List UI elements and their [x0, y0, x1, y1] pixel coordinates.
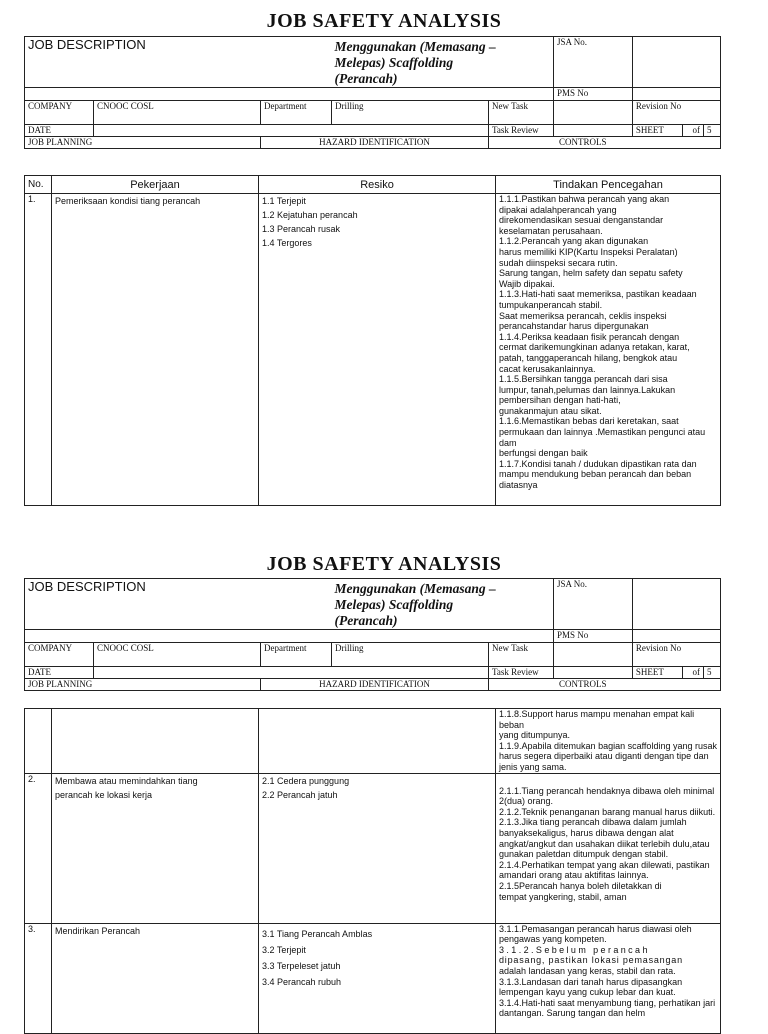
revision-label: Revision No [632, 101, 720, 125]
job-title-line-3: (Perancah) [334, 71, 398, 86]
control-line: lempengan kayu yang cukup lebar dan kuat. [499, 987, 676, 998]
job-title-line-2: Melepas) Scaffolding [334, 55, 454, 70]
control-line: 2(dua) orang. [499, 796, 554, 807]
control-line: angkat/angkut dan usahakan diikat terlebih dulu,atau [499, 838, 710, 849]
control-line: keselamatan perusahaan. [499, 225, 603, 236]
sheet-label: SHEET [632, 125, 682, 137]
task-line: Membawa atau memindahkan tiang [55, 775, 198, 786]
job-planning-label: JOB PLANNING [25, 137, 261, 149]
controls-cell [496, 194, 721, 506]
control-line: 1.1.2.Perancah yang akan digunakan [499, 236, 649, 247]
control-line: 3.1.3.Landasan dari tanah harus dipasangkan [499, 976, 683, 987]
control-line: harus memiliki KIP(Kartu Inspeksi Peralatan) [499, 246, 678, 257]
company-value: CNOOC COSL [94, 101, 261, 125]
department-value: Drilling [332, 101, 489, 125]
company-label: COMPANY [25, 643, 94, 667]
control-line: perancahstandar harus dipergunakan [499, 321, 649, 332]
pms-no-label: PMS No [554, 630, 633, 643]
risk-item: 1.4 Tergores [262, 238, 312, 248]
pms-no-value [632, 630, 720, 643]
task-cell [52, 773, 259, 923]
control-line: 3.1.1.Pemasangan perancah harus diawasi oleh [499, 923, 692, 934]
job-title-line-1: Menggunakan (Memasang – [334, 39, 496, 54]
jsa-header-table [24, 578, 721, 691]
task-review-label: Task Review [489, 125, 554, 137]
control-line: 1.1.4.Periksa keadaan fisik perancah dengan [499, 331, 680, 342]
risk-item: 2.1 Cedera punggung [262, 775, 350, 786]
control-line: 1.1.5.Bersihkan tangga perancah dari sisa [499, 374, 668, 385]
new-task-value [554, 643, 633, 667]
date-label: DATE [25, 667, 94, 679]
table-row [25, 709, 721, 774]
sheet-label: SHEET [632, 667, 682, 679]
jsa-no-label: JSA No. [554, 579, 633, 630]
controls-label: CONTROLS [489, 137, 721, 149]
control-line: gunakan paletdan ditumpuk dengan stabil. [499, 849, 669, 860]
control-line: diatasnya [499, 480, 538, 491]
control-line: 1.1.1.Pastikan bahwa perancah yang akan [499, 194, 670, 204]
control-line: lumpur, tanah,pelumas dan lainnya.Lakukan [499, 384, 676, 395]
date-value [94, 667, 489, 679]
controls-label: CONTROLS [489, 679, 721, 691]
task-review-label: Task Review [489, 667, 554, 679]
new-task-value [554, 101, 633, 125]
control-line: gunakanmajun atau sikat. [499, 405, 602, 416]
control-line: 2.1.3.Jika tiang perancah dibawa dalam jumlah [499, 817, 687, 828]
job-description-value [332, 37, 554, 88]
control-line: harus segera diperbaiki atau diganti dengan tipe dan [499, 751, 709, 762]
jsa-header-table [24, 36, 721, 149]
job-description-label: JOB DESCRIPTION [25, 37, 332, 88]
control-line: 2.1.1.Tiang perancah hendaknya dibawa oleh minimal [499, 785, 715, 796]
control-line: 1.1.7.Kondisi tanah / dudukan dipastikan rata dan [499, 458, 697, 469]
hazard-identification-label: HAZARD IDENTIFICATION [261, 137, 489, 149]
department-label: Department [261, 643, 332, 667]
control-line: 2.1.5Perancah hanya boleh diletakkan di [499, 880, 662, 891]
row-number: 3. [25, 923, 52, 1033]
jsa-task-table [24, 175, 721, 506]
job-description-label: JOB DESCRIPTION [25, 579, 332, 630]
new-task-label: New Task [489, 101, 554, 125]
revision-label: Revision No [632, 643, 720, 667]
page-title: JOB SAFETY ANALYSIS [266, 553, 502, 575]
control-line: banyaksekaligus, harus dibawa dengan alat [499, 827, 674, 838]
control-line: 1.1.6.Memastikan bebas dari keretakan, saat [499, 416, 679, 427]
risk-cell [259, 923, 496, 1033]
risk-cell [259, 709, 496, 774]
control-line: adalah landasan yang keras, stabil dan rata. [499, 965, 676, 976]
date-value [94, 125, 489, 137]
control-line: berfungsi dengan baik [499, 448, 588, 459]
page-title: JOB SAFETY ANALYSIS [266, 10, 502, 32]
control-line: 1.1.9.Apabila ditemukan bagian scaffolding yang rusak [499, 740, 717, 751]
department-label: Department [261, 101, 332, 125]
column-header-prevention: Tindakan Pencegahan [496, 176, 721, 194]
column-header-no: No. [25, 176, 52, 194]
of-value: 5 [704, 125, 721, 137]
job-description-value [332, 579, 554, 630]
control-line: tumpukanperancah stabil. [499, 299, 603, 310]
date-label: DATE [25, 125, 94, 137]
table-row [25, 923, 721, 1033]
of-label: of [683, 667, 704, 679]
control-line: Sarung tangan, helm safety dan sepatu safety [499, 268, 683, 279]
job-title-line-3: (Perancah) [334, 613, 398, 628]
new-task-label: New Task [489, 643, 554, 667]
control-line: Saat memeriksa perancah, ceklis inspeksi [499, 310, 667, 321]
control-line: 2.1.2.Teknik penanganan barang manual harus diikuti. [499, 806, 716, 817]
jsa-no-label: JSA No. [554, 37, 633, 88]
pms-no-value [632, 88, 720, 101]
column-header-task: Pekerjaan [52, 176, 259, 194]
control-line: jenis yang sama. [499, 761, 567, 772]
job-planning-label: JOB PLANNING [25, 679, 261, 691]
control-line: patah, tanggaperancah hilang, bengkok atau [499, 352, 678, 363]
job-title-line-1: Menggunakan (Memasang – [334, 581, 496, 596]
risk-item: 3.2 Terjepit [262, 944, 306, 955]
task-line: perancah ke lokasi kerja [55, 789, 153, 800]
controls-cell [496, 709, 721, 774]
control-line: pembersihan dengan hati-hati, [499, 395, 621, 406]
control-line: tempat yangkering, stabil, aman [499, 891, 627, 902]
task-line: Pemeriksaan kondisi tiang perancah [55, 196, 201, 206]
control-line: 1.1.8.Support harus mampu menahan empat kali beban [499, 709, 695, 730]
of-value: 5 [704, 667, 721, 679]
control-line: dantangan. Sarung tangan dan helm [499, 1008, 646, 1019]
company-value: CNOOC COSL [94, 643, 261, 667]
control-line: 3.1.2.Sebelum perancah [499, 944, 650, 955]
risk-item: 3.1 Tiang Perancah Amblas [262, 928, 373, 939]
control-line: amandari orang atau aktifitas lainnya. [499, 870, 649, 881]
risk-item: 3.3 Terpeleset jatuh [262, 960, 341, 971]
row-number: 2. [25, 773, 52, 923]
jsa-no-value [632, 37, 720, 88]
control-line: 2.1.4.Perhatikan tempat yang akan dilewati, pastikan [499, 859, 710, 870]
task-line: Mendirikan Perancah [55, 925, 141, 936]
controls-cell [496, 773, 721, 923]
company-label: COMPANY [25, 101, 94, 125]
control-line: cacat kerusakanlainnya. [499, 363, 596, 374]
control-line: direkomendasikan sesuai denganstandar [499, 215, 664, 226]
task-cell [52, 194, 259, 506]
control-line: yang ditumpunya. [499, 730, 571, 741]
risk-cell [259, 194, 496, 506]
department-value: Drilling [332, 643, 489, 667]
control-line: dipasang, pastikan lokasi pemasangan [499, 955, 683, 966]
task-cell [52, 923, 259, 1033]
control-line: 1.1.3.Hati-hati saat memeriksa, pastikan keadaan [499, 289, 697, 300]
control-line: sudah diinspeksi secara rutin. [499, 257, 618, 268]
row-number [25, 709, 52, 774]
jsa-no-value [632, 579, 720, 630]
risk-item: 2.2 Perancah jatuh [262, 789, 338, 800]
control-line: mampu mendukung beban perancah dan beban [499, 469, 692, 480]
risk-item: 1.1 Terjepit [262, 196, 306, 206]
control-line: dipakai adalahperancah yang [499, 204, 617, 215]
control-line: Wajib dipakai. [499, 278, 555, 289]
risk-item: 3.4 Perancah rubuh [262, 976, 342, 987]
of-label: of [683, 125, 704, 137]
job-title-line-2: Melepas) Scaffolding [334, 597, 454, 612]
control-line: cermat darikemungkinan adanya retakan, karat, [499, 342, 690, 353]
task-review-value [554, 125, 633, 137]
jsa-task-table [24, 708, 721, 1034]
control-line: pengawas yang kompeten. [499, 934, 607, 945]
risk-item: 1.3 Perancah rusak [262, 224, 341, 234]
table-row [25, 773, 721, 923]
task-cell [52, 709, 259, 774]
table-row [25, 194, 721, 506]
risk-item: 1.2 Kejatuhan perancah [262, 210, 358, 220]
control-line: 3.1.4.Hati-hati saat menyambung tiang, perhatikan jari [499, 997, 716, 1008]
row-number: 1. [25, 194, 52, 506]
risk-cell [259, 773, 496, 923]
control-line: permukaan dan lainnya .Memastikan pengunci atau dam [499, 427, 706, 448]
pms-no-label: PMS No [554, 88, 633, 101]
task-review-value [554, 667, 633, 679]
controls-cell [496, 923, 721, 1033]
hazard-identification-label: HAZARD IDENTIFICATION [261, 679, 489, 691]
column-header-risk: Resiko [259, 176, 496, 194]
